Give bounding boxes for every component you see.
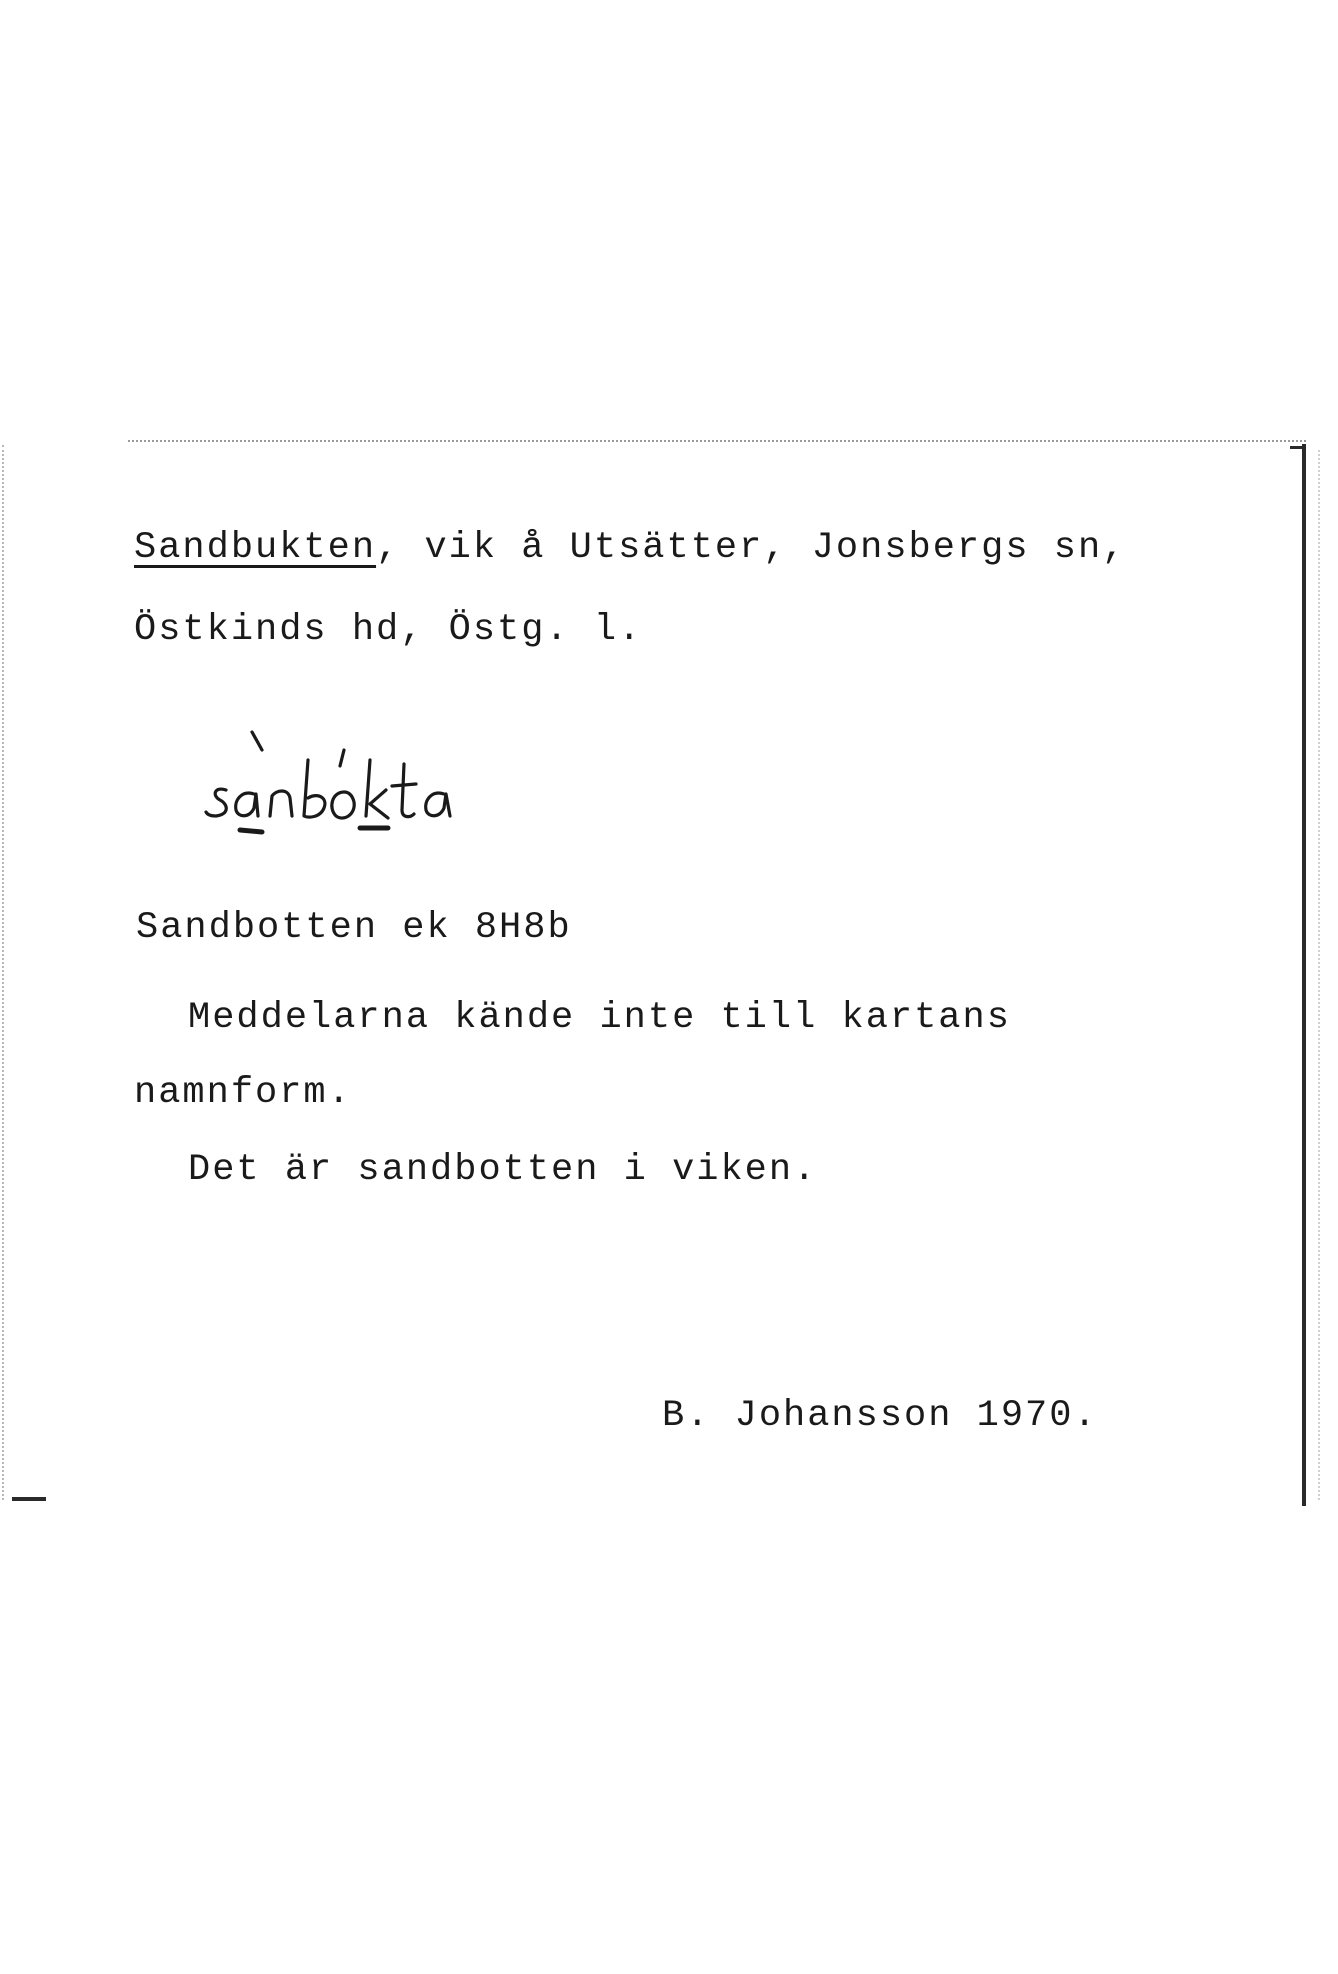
headword: Sandbukten xyxy=(134,527,377,569)
place-name-line xyxy=(134,527,1127,569)
informant-note-line: Meddelarna kände inte till kartans xyxy=(188,997,1011,1039)
explanation-line: Det är sandbotten i viken. xyxy=(188,1149,818,1191)
place-description: , vik å Utsätter, Jonsbergs sn, xyxy=(376,527,1127,569)
map-reference-line: Sandbotten ek 8H8b xyxy=(136,907,572,949)
collector-signature: B. Johansson 1970. xyxy=(662,1395,1098,1437)
card-right-border xyxy=(1302,444,1306,1506)
district-line: Östkinds hd, Östg. l. xyxy=(134,609,643,651)
card-bottom-mark xyxy=(12,1497,46,1501)
scan-edge-speckle-right xyxy=(1318,450,1334,1500)
scan-edge-speckle xyxy=(2,445,12,1500)
informant-note-continuation: namnform. xyxy=(134,1072,352,1114)
handwritten-pronunciation xyxy=(204,720,534,840)
card-top-border xyxy=(128,440,1306,442)
